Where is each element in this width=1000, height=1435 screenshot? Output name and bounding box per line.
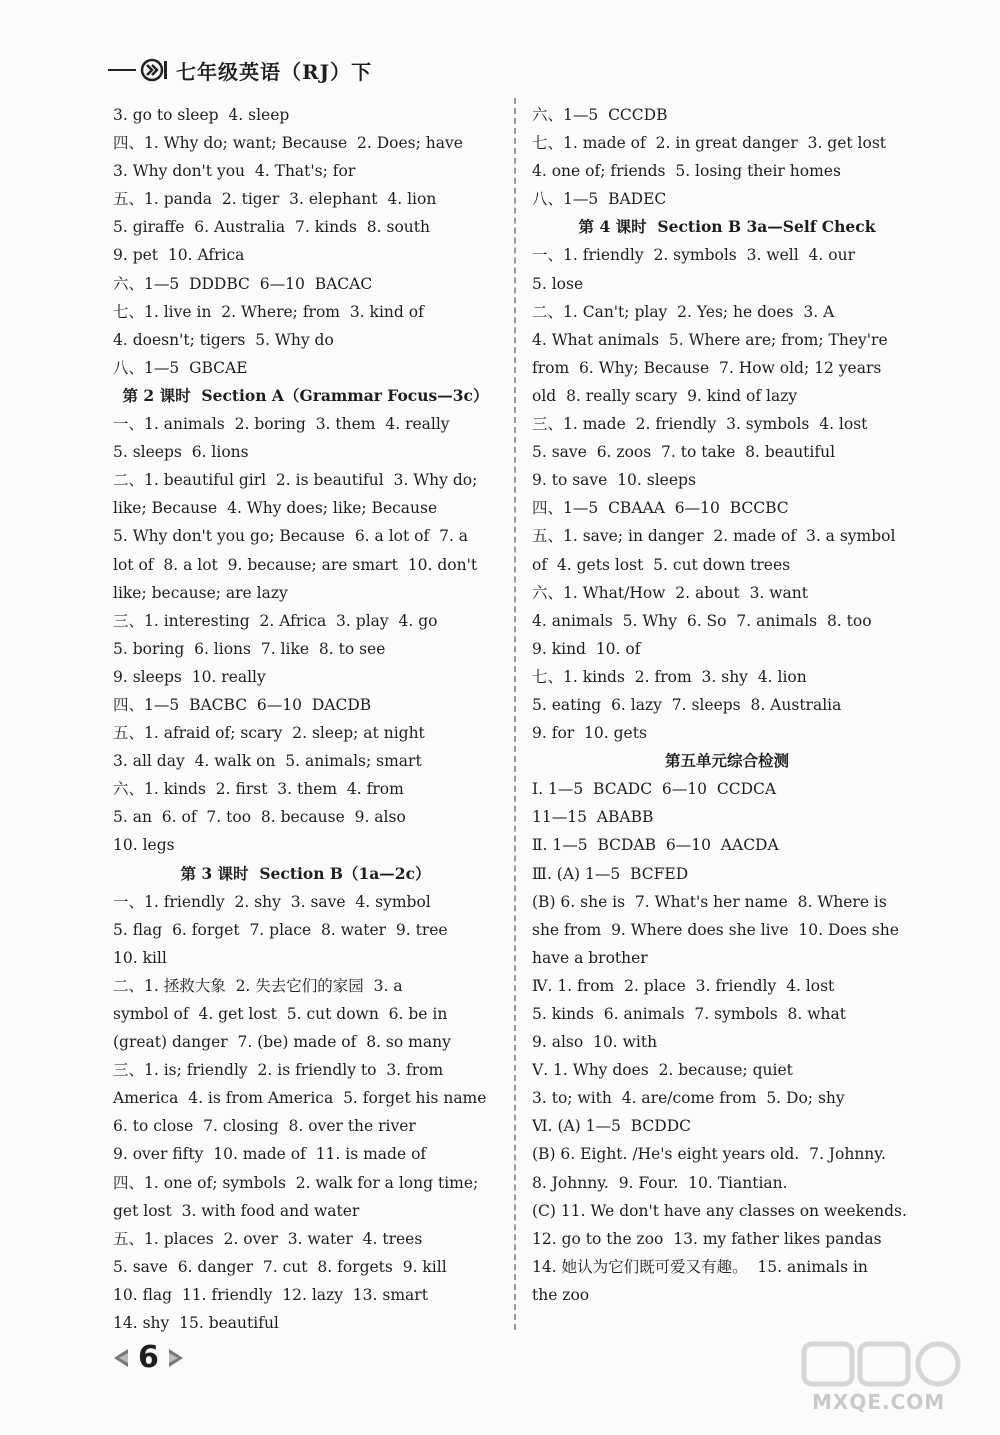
answer-line: of 4. gets lost 5. cut down trees <box>532 555 791 574</box>
answer-line: 5. save 6. danger 7. cut 8. forgets 9. kill <box>113 1257 447 1276</box>
answer-line: 5. save 6. zoos 7. to take 8. beautiful <box>532 443 836 462</box>
answer-line: 六、1—5 CCCDB <box>532 106 668 124</box>
answer-line: get lost 3. with food and water <box>113 1201 360 1220</box>
answer-line: 七、1. live in 2. Where; from 3. kind of <box>113 302 424 321</box>
answer-line: 5. giraffe 6. Australia 7. kinds 8. south <box>113 218 430 237</box>
answer-line: 五、1. panda 2. tiger 3. elephant 4. lion <box>113 190 437 209</box>
watermark-logo-icon <box>752 1338 972 1390</box>
answer-line: 五、1. afraid of; scary 2. sleep; at night <box>113 724 425 743</box>
answer-line: 11—15 ABABB <box>532 808 654 827</box>
answer-line: 10. flag 11. friendly 12. lazy 13. smart <box>113 1285 428 1304</box>
answer-line: like; because; are lazy <box>113 583 288 602</box>
answer-line: 3. to; with 4. are/come from 5. Do; shy <box>532 1089 845 1108</box>
answer-line: 9. for 10. gets <box>532 724 647 743</box>
answer-line: old 8. really scary 9. kind of lazy <box>532 386 798 405</box>
answer-line: 六、1—5 DDDBC 6—10 BACAC <box>113 274 373 293</box>
right-arrow-icon <box>167 1347 187 1369</box>
double-chevron-icon <box>140 58 170 82</box>
answer-line: have a brother <box>532 948 648 967</box>
answer-line: 9. over fifty 10. made of 11. is made of <box>113 1145 427 1164</box>
answer-line: Ⅰ. 1—5 BCADC 6—10 CCDCA <box>532 780 777 799</box>
answer-line: Ⅳ. 1. from 2. place 3. friendly 4. lost <box>532 976 835 995</box>
answer-line: 五、1. save; in danger 2. made of 3. a symbol <box>532 527 896 546</box>
answer-line: 4. animals 5. Why 6. So 7. animals 8. too <box>532 611 872 630</box>
answer-line: like; Because 4. Why does; like; Because <box>113 499 438 518</box>
page-number: 6 <box>138 1340 159 1375</box>
answer-line: 二、1. Can't; play 2. Yes; he does 3. A <box>532 302 835 321</box>
section-heading: 第五单元综合检测 <box>664 751 789 771</box>
watermark <box>752 1338 982 1418</box>
answer-line: 一、1. friendly 2. symbols 3. well 4. our <box>532 246 855 265</box>
answer-line: Ⅱ. 1—5 BCDAB 6—10 AACDA <box>532 836 779 855</box>
answer-line: (B) 6. she is 7. What's her name 8. Where is <box>532 892 887 911</box>
answer-line: (C) 11. We don't have any classes on weekends. <box>532 1201 907 1220</box>
answer-line: 9. kind 10. of <box>532 639 641 658</box>
answer-line: 12. go to the zoo 13. my father likes pandas <box>532 1229 882 1248</box>
answer-line: 一、1. friendly 2. shy 3. save 4. symbol <box>113 892 431 911</box>
answer-line: 四、1—5 BACBC 6—10 DACDB <box>113 695 372 714</box>
answer-line: Ⅵ. (A) 1—5 BCDDC <box>532 1117 691 1136</box>
answer-line: 5. sleeps 6. lions <box>113 443 249 462</box>
page-footer <box>110 1340 187 1375</box>
answer-line: she from 9. Where does she live 10. Does she <box>532 920 899 939</box>
answer-line: (B) 6. Eight. /He's eight years old. 7. Johnny. <box>532 1145 886 1164</box>
answer-line: the zoo <box>532 1285 590 1304</box>
answer-line: Ⅴ. 1. Why does 2. because; quiet <box>532 1061 793 1080</box>
book-title: 七年级英语（RJ）下 <box>176 59 373 84</box>
answer-line: 六、1. What/How 2. about 3. want <box>532 583 809 602</box>
answer-line: 9. also 10. with <box>532 1033 658 1052</box>
page-header <box>108 52 372 88</box>
answer-line: America 4. is from America 5. forget his name <box>113 1089 487 1108</box>
answer-line: 5. lose <box>532 274 584 293</box>
answer-line: 8. Johnny. 9. Four. 10. Tiantian. <box>532 1173 788 1192</box>
answer-line: 10. kill <box>113 948 167 967</box>
answer-line: 二、1. beautiful girl 2. is beautiful 3. Why do; <box>113 471 478 490</box>
answer-line: symbol of 4. get lost 5. cut down 6. be in <box>113 1005 448 1023</box>
answer-line: 14. shy 15. beautiful <box>113 1314 279 1333</box>
answer-line: 5. boring 6. lions 7. like 8. to see <box>113 639 386 658</box>
answer-line: 三、1. is; friendly 2. is friendly to 3. from <box>113 1061 444 1080</box>
answer-line: 6. to close 7. closing 8. over the river <box>113 1117 416 1136</box>
answer-line: 一、1. animals 2. boring 3. them 4. really <box>113 415 450 434</box>
answer-line: 八、1—5 GBCAE <box>113 358 248 377</box>
answer-line: 四、1—5 CBAAA 6—10 BCCBC <box>532 499 789 518</box>
answer-line: 3. Why don't you 4. That's; for <box>113 162 356 181</box>
answer-line: 3. go to sleep 4. sleep <box>113 106 290 124</box>
watermark-site: MXQE.COM <box>812 1390 946 1414</box>
answer-line: 5. eating 6. lazy 7. sleeps 8. Australia <box>532 695 842 714</box>
answer-line: from 6. Why; Because 7. How old; 12 years <box>532 358 882 377</box>
answer-line: 四、1. Why do; want; Because 2. Does; have <box>113 134 463 153</box>
answer-line: 八、1—5 BADEC <box>532 190 667 209</box>
column-divider <box>514 98 516 1330</box>
answer-line: Ⅲ. (A) 1—5 BCFED <box>532 864 689 883</box>
answer-line: 三、1. interesting 2. Africa 3. play 4. go <box>113 611 438 630</box>
answer-line: 5. Why don't you go; Because 6. a lot of 7. a <box>113 527 469 546</box>
answer-line: 七、1. made of 2. in great danger 3. get lost <box>532 134 887 153</box>
answer-line: 四、1. one of; symbols 2. walk for a long time; <box>113 1173 479 1192</box>
answer-line: 5. kinds 6. animals 7. symbols 8. what <box>532 1005 846 1023</box>
answer-line: lot of 8. a lot 9. because; are smart 10. don't <box>113 555 478 574</box>
answer-line: 9. sleeps 10. really <box>113 667 266 686</box>
answer-line: 3. all day 4. walk on 5. animals; smart <box>113 752 422 771</box>
header-rule <box>108 69 136 71</box>
answer-line: 9. pet 10. Africa <box>113 246 245 265</box>
answer-line: 14. 她认为它们既可爱又有趣。 15. animals in <box>532 1257 868 1276</box>
answer-line: 4. doesn't; tigers 5. Why do <box>113 330 334 349</box>
section-heading: 第 3 课时 Section B（1a—2c） <box>180 863 431 883</box>
answer-line: 9. to save 10. sleeps <box>532 471 696 490</box>
answer-line: 七、1. kinds 2. from 3. shy 4. lion <box>532 667 807 686</box>
left-answer-column <box>113 101 498 1337</box>
answer-line: 4. What animals 5. Where are; from; They're <box>532 330 888 349</box>
answer-line: 六、1. kinds 2. first 3. them 4. from <box>113 780 404 799</box>
section-heading: 第 4 课时 Section B 3a—Self Check <box>578 217 876 237</box>
answer-line: 5. an 6. of 7. too 8. because 9. also <box>113 808 406 827</box>
right-answer-column <box>532 101 922 1309</box>
answer-line: 4. one of; friends 5. losing their homes <box>532 162 841 181</box>
answer-line: 二、1. 拯救大象 2. 失去它们的家园 3. a <box>113 976 403 995</box>
answer-line: (great) danger 7. (be) made of 8. so many <box>113 1033 451 1052</box>
left-arrow-icon <box>110 1347 130 1369</box>
answer-line: 五、1. places 2. over 3. water 4. trees <box>113 1229 423 1248</box>
answer-line: 三、1. made 2. friendly 3. symbols 4. lost <box>532 415 868 434</box>
answer-line: 5. flag 6. forget 7. place 8. water 9. tree <box>113 920 448 939</box>
answer-line: 10. legs <box>113 836 175 855</box>
section-heading: 第 2 课时 Section A（Grammar Focus—3c） <box>122 385 489 405</box>
